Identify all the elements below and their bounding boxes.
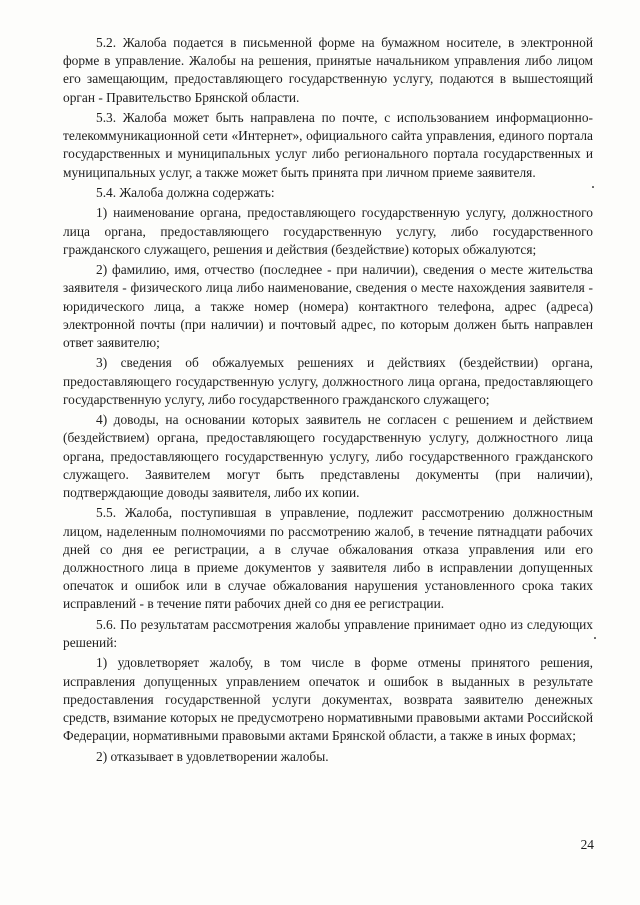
paragraph-5-6: 5.6. По результатам рассмотрения жалобы управление принимает одно из следующих решений:	[63, 616, 593, 650]
list-item: 4) доводы, на основании которых заявитель не согласен с решением и действием (бездействием) органа, предоставляющего государственную услугу, должностного лица органа, предоставляющего государственную услугу, либо государственного гражданского служащего. Заявителем могут быть представлены документы (при наличии), подтверждающие доводы заявителя, либо их копии.	[63, 412, 593, 500]
document-body	[63, 34, 593, 768]
list-item: 1) наименование органа, предоставляющего государственную услугу, должностного лица органа, предоставляющего государственную услугу, либо государственного гражданского служащего, решения и действия (бездействие) которых обжалуются;	[63, 205, 593, 257]
paragraph-5-3: 5.3. Жалоба может быть направлена по почте, с использованием информационно-телекоммуникационной сети «Интернет», официального сайта управления, единого портала государственных и муниципальных услуг либо регионального портала государственных и муниципальных услуг, а также может быть принята при личном приеме заявителя.	[63, 110, 593, 180]
paragraph-5-2: 5.2. Жалоба подается в письменной форме на бумажном носителе, в электронной форме в управление. Жалобы на решения, принятые начальником управления либо лицом его замещающим, предоставляющего государственную услугу, подаются в вышестоящий орган - Правительство Брянской области.	[63, 35, 593, 105]
scan-speck	[594, 637, 596, 639]
list-item: 1) удовлетворяет жалобу, в том числе в форме отмены принятого решения, исправления допущенных управлением опечаток и ошибок в выданных в результате предоставления государственной услуги документах, возврата заявителю денежных средств, взимание которых не предусмотрено нормативными правовыми актами Российской Федерации, нормативными правовыми актами Брянской области, а также в иных формах;	[63, 655, 593, 744]
page-number: 24	[580, 837, 594, 852]
list-item: 2) отказывает в удовлетворении жалобы.	[96, 748, 329, 764]
list-item: 2) фамилию, имя, отчество (последнее - при наличии), сведения о месте жительства заявителя - физического лица либо наименование, сведения о месте нахождения заявителя - юридического лица, а также номер (номера) контактного телефона, адрес (адреса) электронной почты (при наличии) и почтовый адрес, по которым должен быть направлен ответ заявителю;	[63, 262, 593, 350]
scan-speck	[592, 186, 594, 188]
paragraph-5-5: 5.5. Жалоба, поступившая в управление, подлежит рассмотрению должностным лицом, наделенным полномочиями по рассмотрению жалоб, в течение пятнадцати рабочих дней со дня ее регистрации, а в случае обжалования отказа управления или его должностного лица в приеме документов у заявителя либо в исправлении допущенных опечаток и ошибок или в случае обжалования нарушения установленного срока таких исправлений - в течение пяти рабочих дней со дня ее регистрации.	[63, 505, 593, 612]
paragraph-5-4: 5.4. Жалоба должна содержать:	[96, 185, 275, 200]
list-item: 3) сведения об обжалуемых решениях и действиях (бездействии) органа, предоставляющего государственную услугу, должностного лица органа, предоставляющего государственную услугу, либо государственного гражданского служащего;	[63, 355, 593, 407]
